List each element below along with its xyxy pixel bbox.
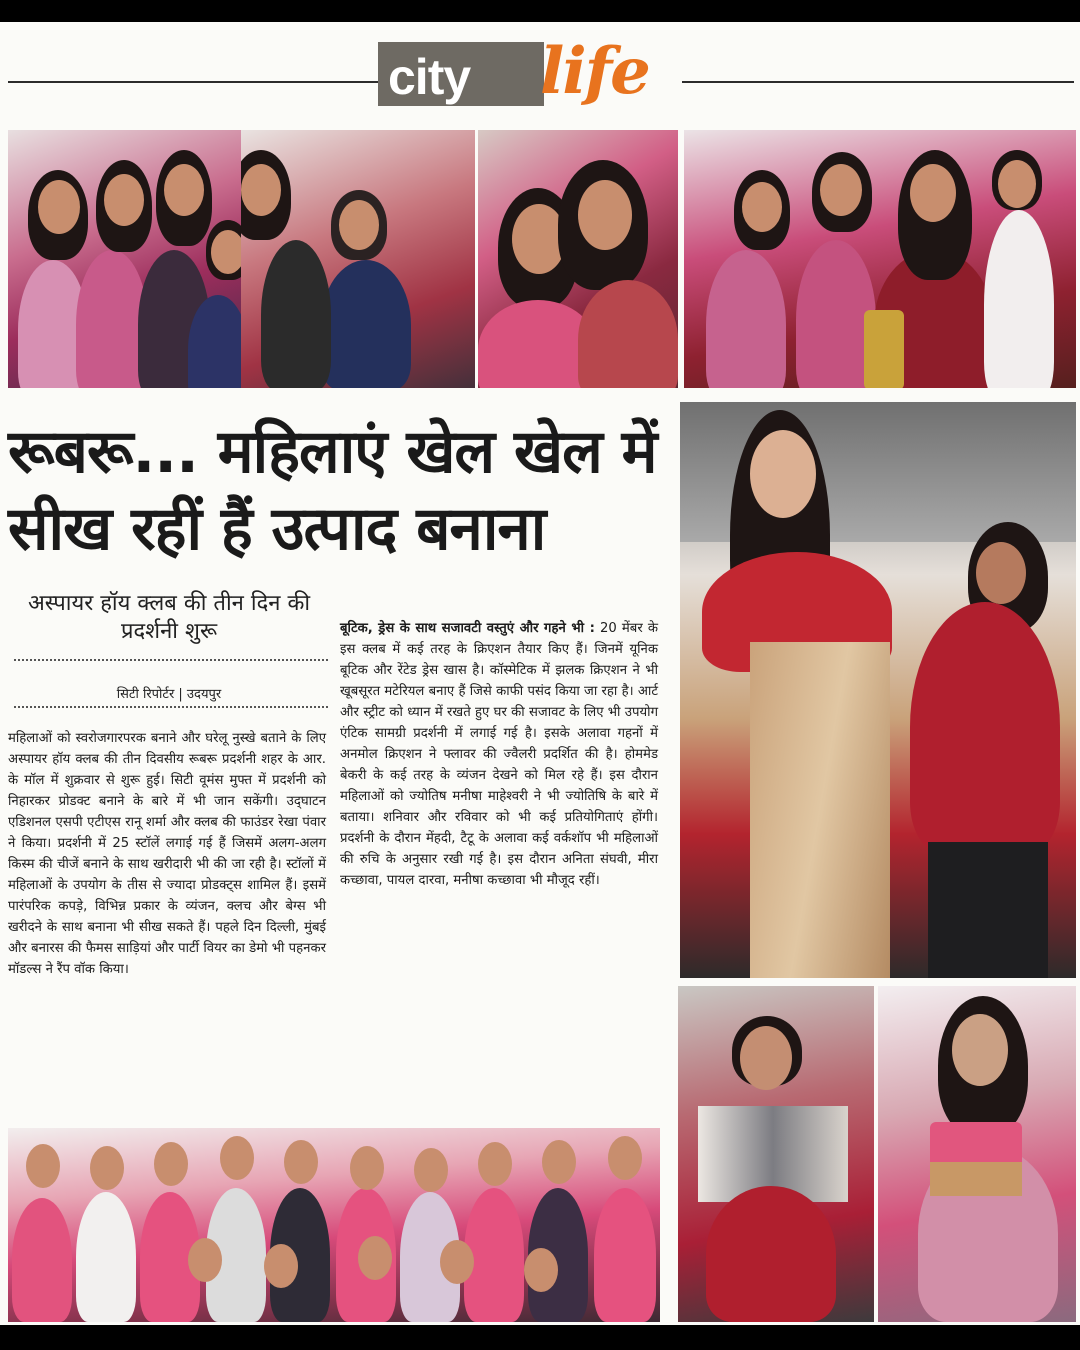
city-life-masthead — [378, 34, 678, 126]
photo-two-women-selfie — [478, 130, 678, 388]
photo-group-of-women — [8, 1128, 660, 1322]
photo-lamp-lighting — [684, 130, 1076, 388]
article-body-left: महिलाओं को स्वरोजगारपरक बनाने और घरेलू नुस्खे बताने के लिए अस्पायर हॉय क्लब की तीन दिवसीय रूबरू प्रदर्शनी शहर के आर. के मॉल में शुक्रवार से शुरू हुई। सिटी वूमंस मुफ्त में प्रदर्शनी को निहारकर प्रोडक्ट बनाने के बारे में भी जान सकेंगी। उद्‌घाटन एडिशनल एसपी एटीएस रानू शर्मा और क्लब की फाउंडर रेखा पंवार ने किया। प्रदर्शनी में 25 स्टॉलें लगाई गई हैं जिसमें अलग-अलग किस्म की चीजें बनाने के साथ खरीदारी भी की जा रही है। स्टॉलों में महिलाओं के उपयोग के तीस से ज्यादा प्रोडक्ट्स शामिल हैं। इसमें पारंपरिक कपड़े, विभिन्न प्रकार के व्यंजन, क्लच और बेग्स भी खरीदने के साथ बनाना भी सीख सकते हैं। पहले दिन दिल्ली, मुंबई और बनारस की फैमस साड़ियां और पार्टी वियर का डेमो भी पहनकर मॉडल्स ने रैंप वॉक किया। — [8, 731, 326, 977]
article-body-right-text: 20 मेंबर के इस क्लब में कई तरह के क्रिएशन तैयार किए हैं। जिनमें यूनिक बूटिक और रेंटेड ड्रेस खास है। कॉस्मेटिक में झलक क्रिएशन ने भी खूबसूरत मटेरियल बनाए हैं जिसे काफी पसंद किया जा रहा है। आर्ट और स्ट्रीट को ध्यान में रखते हुए घर की सजावट के लिए भी उपयोग एंटिक सामग्री प्रदर्शनी में लगाई गई है। इसके अलावा गहनों में अनमोल क्रिएशन ने फ्लावर की ज्वैलरी प्रदर्शित की है। होममेड बेकरी के कई तरह के व्यंजन देखने को मिल रहे हैं। इस दौरान महिलाओं को ज्योतिष मनीषा माहेश्वरी ने भी ज्योतिषि के बारे में बताया। शनिवार और रविवार को भी कई प्रतियोगिताएं होंगी। प्रदर्शनी के दौरान मेंहदी, टैटू के अलावा कई वर्कशॉप भी महिलाओं की रुचि के अनुसार रखी गई है। इस दौरान अनिता संघवी, मीरा कच्छावा, पायल दारवा, मनीषा कच्छावा भी मौजूद रहीं। — [340, 621, 658, 888]
masthead-rule-left — [8, 81, 378, 83]
photo-woman-with-clutch — [878, 986, 1076, 1322]
article-body-right — [340, 618, 658, 891]
newspaper-page — [0, 22, 1080, 1325]
photo-woman-with-magazine — [678, 986, 874, 1322]
subheadline: अस्पायर हॉय क्लब की तीन दिन की प्रदर्शनी शुरू — [27, 591, 311, 644]
photo-saree-draping — [680, 402, 1076, 978]
masthead-box — [378, 42, 544, 106]
masthead-city: city — [388, 49, 471, 105]
masthead-rule-right — [682, 81, 1074, 83]
masthead-life: life — [540, 34, 649, 109]
photo-four-women-stall-right — [241, 130, 475, 388]
subhead-dotted-rule — [14, 659, 328, 661]
byline-dotted-rule — [14, 706, 328, 708]
photo-four-women-stall — [8, 130, 241, 388]
section-lead: बूटिक, ड्रेस के साथ सजावटी वस्तुएं और गहने भी : — [340, 621, 595, 636]
byline: सिटी रिपोर्टर | उदयपुर — [116, 687, 222, 702]
headline: रूबरू... महिलाएं खेल खेल में सीख रहीं हैं उत्पाद बनाना — [8, 417, 657, 564]
